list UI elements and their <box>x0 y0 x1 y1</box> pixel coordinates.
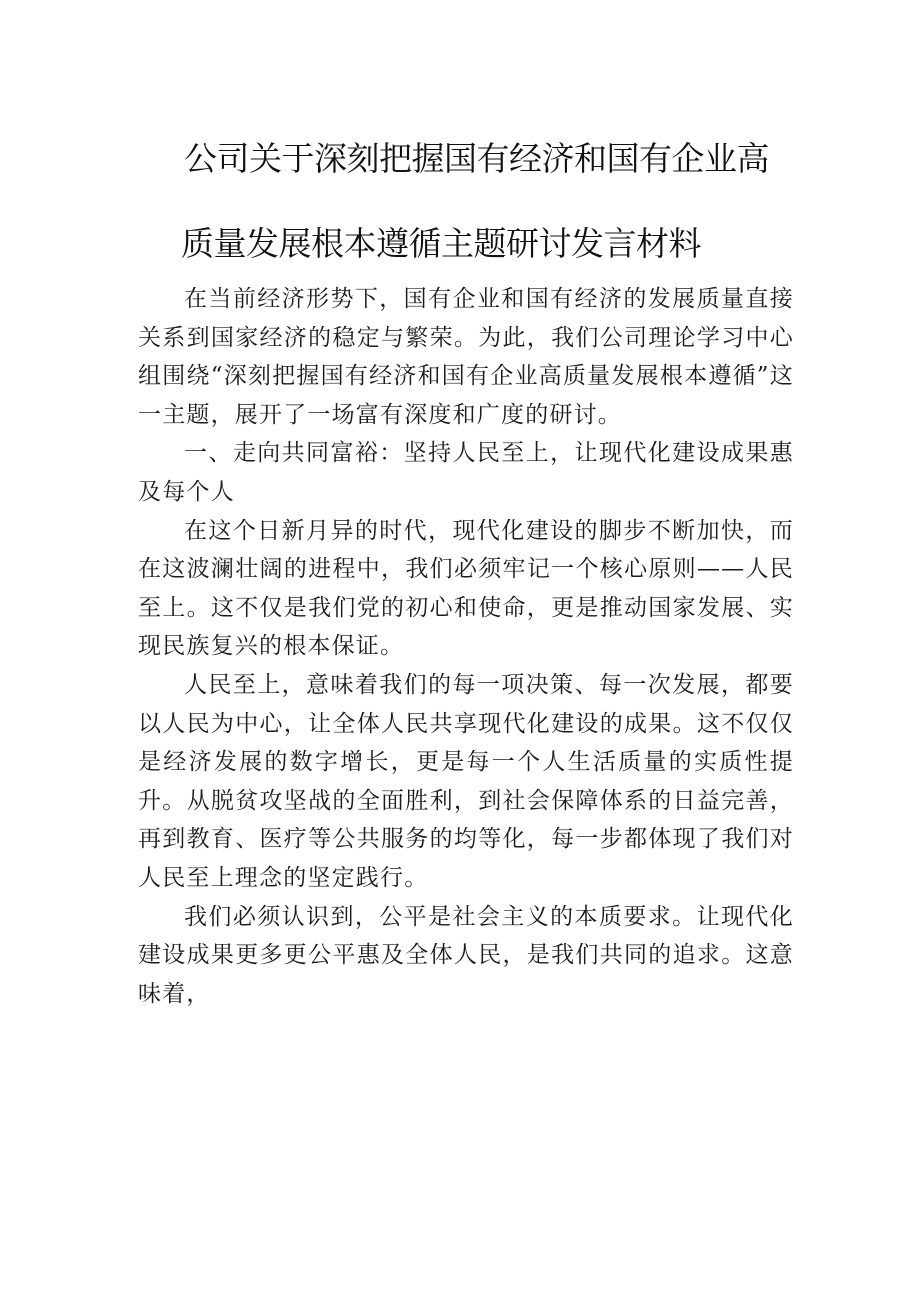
paragraph-intro: 在当前经济形势下，国有企业和国有经济的发展质量直接关系到国家经济的稳定与繁荣。为此，我们公司理论学习中心组围绕“深刻把握国有经济和国有企业高质量发展根本遵循”这一主题，展开了一场富有深度和广度的研讨。 <box>138 286 794 428</box>
document-title-line-1: 公司关于深刻把握国有经济和国有企业高 <box>184 139 769 178</box>
paragraph-3: 人民至上，意味着我们的每一项决策、每一次发展，都要以人民为中心，让全体人民共享现代化建设的成果。这不仅仅是经济发展的数字增长，更是每一个人生活质量的实质性提升。从脱贫攻坚战的全面胜利，到社会保障体系的日益完善，再到教育、医疗等公共服务的均等化，每一步都体现了我们对人民至上理念的坚定践行。 <box>138 671 794 891</box>
document-body <box>138 280 794 1013</box>
paragraph-2: 在这个日新月异的时代，现代化建设的脚步不断加快，而在这波澜壮阔的进程中，我们必须牢记一个核心原则——人民至上。这不仅是我们党的初心和使命，更是推动国家发展、实现民族复兴的根本保证。 <box>138 517 794 660</box>
paragraph-4: 我们必须认识到，公平是社会主义的本质要求。让现代化建设成果更多更公平惠及全体人民，是我们共同的追求。这意味着， <box>138 903 794 1007</box>
section-heading-1: 一、走向共同富裕：坚持人民至上，让现代化建设成果惠及每个人 <box>138 440 794 505</box>
document-title-line-2: 质量发展根本遵循主题研讨发言材料 <box>181 224 701 263</box>
